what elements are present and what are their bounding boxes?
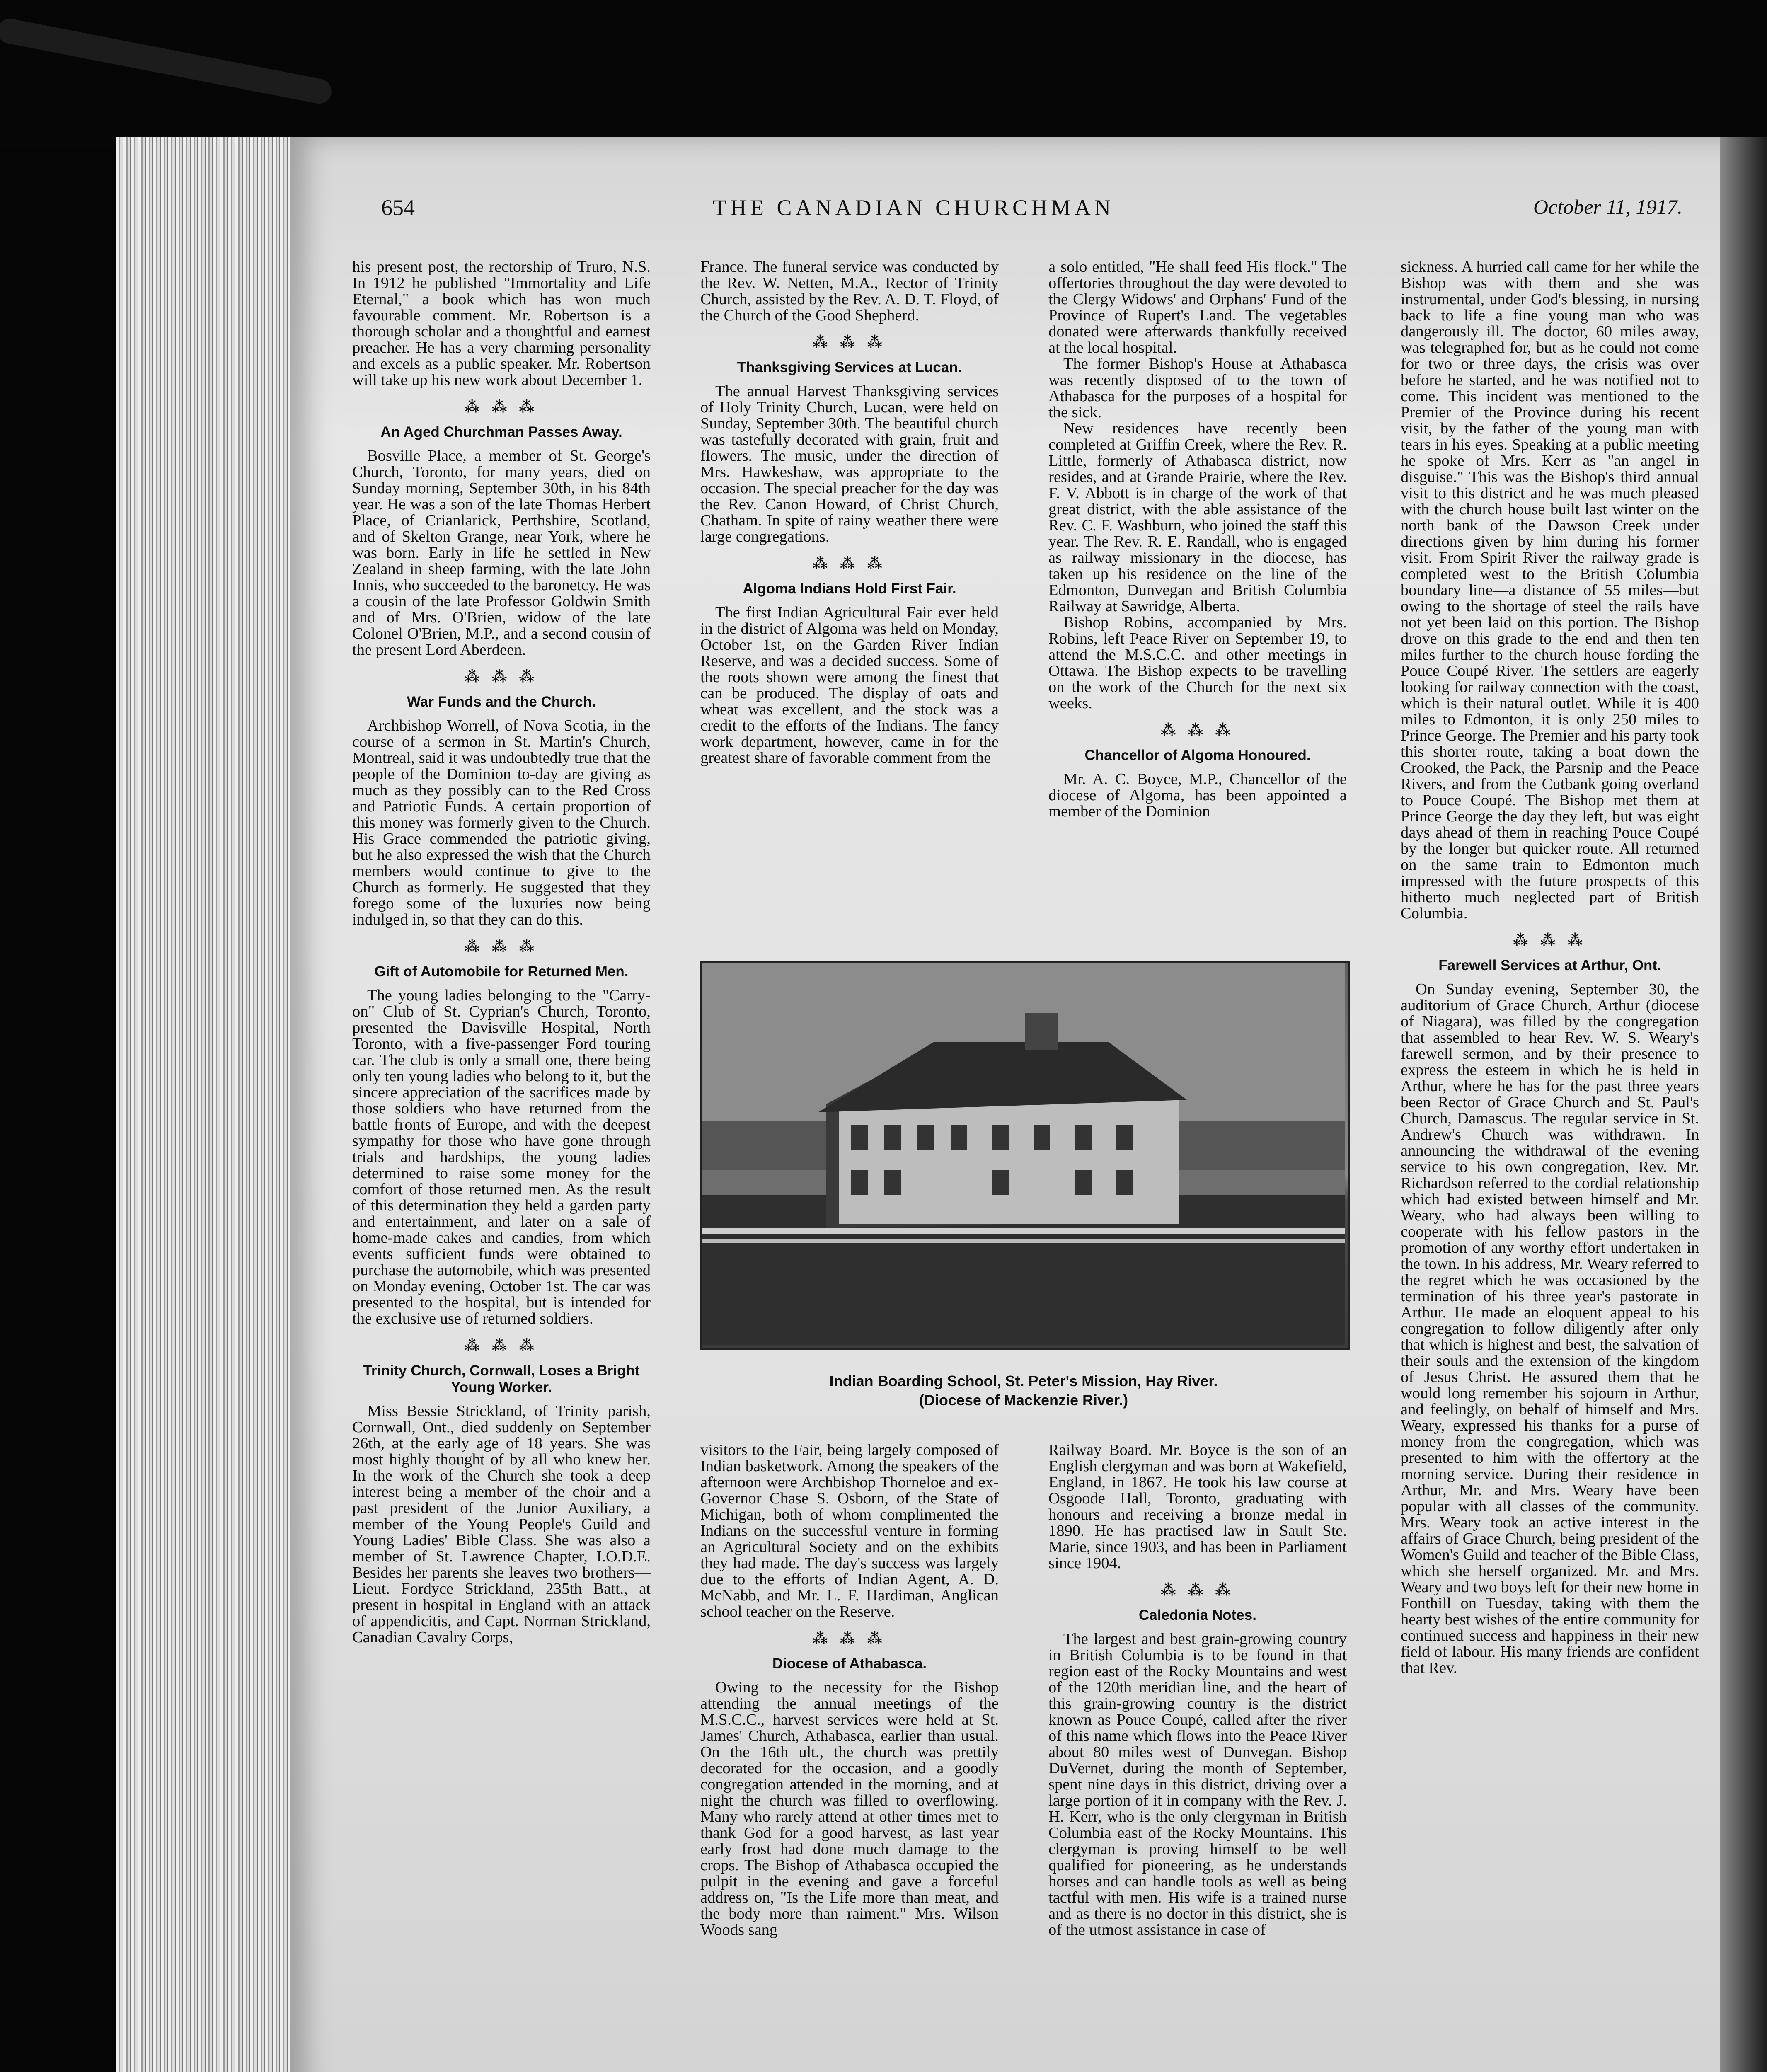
- article-heading: Diocese of Athabasca.: [772, 1656, 927, 1672]
- photo-caption-line: Indian Boarding School, St. Peter's Mission, Hay River.: [829, 1372, 1218, 1389]
- article-text: Bishop Robins, accompanied by Mrs. Robins, left Peace River on September 19, to attend the M.S.C.C. and other meetings in Ottawa. The Bishop expects to be travelling on the work of the Church for the next six weeks.: [1048, 614, 1347, 712]
- article-text: On Sunday evening, September 30, the auditorium of Grace Church, Arthur (diocese of Niagara), was filled by the congregation that assembled to hear Rev. W. S. Weary's farewell sermon, and by their presence to express the esteem in which he is held in Arthur, where he has for the past three years been Rector of Grace Church and St. Paul's Church, Damascus. The regular service in St. Andrew's Church was withdrawn. In announcing the withdrawal of the evening service to his own congregation, Rev. Mr. Richardson referred to the cordial relationship which had existed between himself and Mr. Weary, who had always been willing to cooperate with his fellow pastors in the promotion of any worthy effort undertaken in the town. In his address, Mr. Weary referred to the regret which he was occasioned by the termination of his three year's pastorate in Arthur. He made an eloquent appeal to his congregation to follow diligently after only that which is highest and best, the salvation of their souls and the extension of the kingdom of Jesus Christ. He assured them that he would long remember his sojourn in Arthur, and feelingly, on behalf of himself and Mrs. Weary, expressed his thanks for a purse of money from the congregation, which was presented to him with the offertory at the morning service. During their residence in Arthur, Mr. and Mrs. Weary have been popular with all classes of the community. Mrs. Weary took an active interest in the affairs of Grace Church, being president of the Women's Guild and teacher of the Bible Class, which she herself organized. Mr. and Mrs. Weary and two boys left for their new home in Fonthill on Tuesday, taking with them the hearty best wishes of the entire community for continued success and happiness in their new field of labour. His many friends are confident that Rev.: [1401, 980, 1699, 1677]
- article-heading: Thanksgiving Services at Lucan.: [737, 359, 962, 375]
- article-text: Mr. A. C. Boyce, M.P., Chancellor of the diocese of Algoma, has been appointed a member of the Dominion: [1048, 770, 1347, 820]
- section-ornament: ⁂ ⁂ ⁂: [1160, 1582, 1235, 1598]
- article-text: France. The funeral service was conducted by the Rev. W. Netten, M.A., Rector of Trinity Church, assisted by the Rev. A. D. T. Floyd, of the Church of the Good Shepherd.: [700, 258, 999, 324]
- issue-date: October 11, 1917.: [1533, 195, 1683, 218]
- publication-title: THE CANADIAN CHURCHMAN: [713, 195, 1115, 220]
- article-text: Miss Bessie Strickland, of Trinity parish, Cornwall, Ont., died suddenly on September 26th, at the early age of 18 years. She was most highly thought of by all who knew her. In the work of the Church she took a deep interest being a member of the choir and a past president of the Junior Auxiliary, a member of the Young People's Guild and Young Ladies' Bible Class. She was also a member of St. Lawrence Chapter, I.O.D.E. Besides her parents she leaves two brothers—Lieut. Fordyce Strickland, 235th Batt., at present in hospital in England with an attack of appendicitis, and Capt. Norman Strickland, Canadian Cavalry Corps,: [352, 1402, 651, 1646]
- section-ornament: ⁂ ⁂ ⁂: [464, 399, 539, 415]
- section-ornament: ⁂ ⁂ ⁂: [1160, 722, 1235, 738]
- article-text: The annual Harvest Thanksgiving services of Holy Trinity Church, Lucan, were held on Sunday, September 30th. The beautiful church was tastefully decorated with grain, fruit and flowers. The music, under the direction of Mrs. Hawkeshaw, was appropriate to the occasion. The special preacher for the day was the Rev. Canon Howard, of Christ Church, Chatham. In spite of rainy weather there were large congregations.: [700, 382, 999, 545]
- article-text: his present post, the rectorship of Truro, N.S. In 1912 he published "Immortality and Life Eternal," a book which has won much favourable comment. Mr. Robertson is a thorough scholar and a thoughtful and earnest preacher. He has a very charming personality and excels as a public speaker. Mr. Robertson will take up his new work about December 1.: [352, 258, 651, 389]
- section-ornament: ⁂ ⁂ ⁂: [812, 555, 887, 572]
- article-heading: Farewell Services at Arthur, Ont.: [1438, 957, 1661, 973]
- article-text: Bosville Place, a member of St. George's Church, Toronto, for many years, died on Sunday morning, September 30th, in his 84th year. He was a son of the late Thomas Herbert Place, of Crianlarick, Perthshire, Scotland, and of Skelton Grange, near York, where he was born. Early in life he settled in New Zealand in sheep farming, with the late John Innis, who succeeded to the baronetcy. He was a cousin of the late Professor Goldwin Smith and of Mrs. O'Brien, widow of the late Colonel O'Brien, M.P., and a second cousin of the present Lord Aberdeen.: [352, 447, 651, 658]
- photo-boarding-school: [700, 961, 1350, 1350]
- article-text: visitors to the Fair, being largely composed of Indian basketwork. Among the speakers of the afternoon were Archbishop Thorneloe and ex-Governor Chase S. Osborn, of the State of Michigan, both of whom complimented the Indians on the successful venture in forming an Agricultural Society and on the exhibits they had made. The day's success was largely due to the efforts of Indian Agent, A. D. McNabb, and Mr. L. F. Hardiman, Anglican school teacher on the Reserve.: [700, 1441, 999, 1620]
- article-text: sickness. A hurried call came for her while the Bishop was with them and she was instrumental, under God's blessing, in nursing back to life a fine young man who was dangerously ill. The doctor, 60 miles away, was telegraphed for, but as he could not come for two or three days, the crisis was over before he started, and he was notified not to come. This incident was mentioned to the Premier of the Province during his recent visit, by the father of the young man with tears in his eyes. Speaking at a public meeting he spoke of Mrs. Kerr as "an angel in disguise." This was the Bishop's third annual visit to this district and he was much pleased with the church house built last winter on the north bank of the Dawson Creek under directions given by him during his former visit. From Spirit River the railway grade is completed west to the British Columbia boundary line—a distance of 55 miles—but owing to the shortage of steel the rails have not yet been laid on this portion. The Bishop drove on this grade to the end and then ten miles further to the church house fording the Pouce Coupé River. The settlers are eagerly looking for railway connection with the coast, which is their natural outlet. While it is 400 miles to Edmonton, it is only 250 miles to Prince George. The Premier and his party took this shorter route, taking a boat down the Crooked, the Pack, the Parsnip and the Peace Rivers, and from the Cutbank going overland to Pouce Coupé. The Bishop met them at Prince George the day they left, but was eight days ahead of them in reaching Pouce Coupé by the longer but quicker route. All returned on the same train to Edmonton much impressed with the future prospects of this hitherto much neglected part of British Columbia.: [1401, 258, 1699, 922]
- section-ornament: ⁂ ⁂ ⁂: [464, 1337, 539, 1354]
- article-text: Owing to the necessity for the Bishop attending the annual meetings of the M.S.C.C., harvest services were held at St. James' Church, Athabasca, earlier than usual. On the 16th ult., the church was prettily decorated for the occasion, and a goodly congregation attended in the morning, and at night the church was filled to overflowing. Many who rarely attend at other times met to thank God for a good harvest, as last year early frost had done much damage to the crops. The Bishop of Athabasca occupied the pulpit in the evening and gave a forceful address on, "Is the Life more than meat, and the body more than raiment." Mrs. Wilson Woods sang: [700, 1679, 999, 1939]
- section-ornament: ⁂ ⁂ ⁂: [812, 1630, 887, 1647]
- column-3: [1048, 259, 1347, 820]
- column-1: [352, 259, 651, 1646]
- book-gutter-shadow: [1720, 137, 1767, 2072]
- article-heading: Gift of Automobile for Returned Men.: [374, 963, 629, 980]
- article-text: New residences have recently been completed at Griffin Creek, where the Rev. R. Little, formerly of Athabasca district, now resides, and at Grande Prairie, where the Rev. F. V. Abbott is in charge of the work of that great district, with the able assistance of the Rev. C. F. Washburn, who joined the staff this year. The Rev. R. E. Randall, who is engaged as railway missionary in the diocese, has taken up his residence on the line of the Edmonton, Dunvegan and British Columbia Railway at Sawridge, Alberta.: [1048, 420, 1347, 615]
- article-heading: Trinity Church, Cornwall, Loses a Bright Young Worker.: [363, 1363, 640, 1395]
- article-text: The young ladies belonging to the "Carry-on" Club of St. Cyprian's Church, Toronto, presented the Davisville Hospital, North Toronto, with a five-passenger Ford touring car. The club is only a small one, there being only ten young ladies who belong to it, but the sincere appreciation of the sacrifices made by those soldiers who have returned from the battle fronts of Europe, and with the deepest sympathy for those who have gone through trials and hardships, the young ladies determined to raise some money for the comfort of those returned men. As the result of this determination they held a garden party and entertainment, and later on a sale of home-made cakes and candies, from which events sufficient funds were obtained to purchase the automobile, which was presented on Monday evening, October 1st. The car was presented to the hospital, but is intended for the exclusive use of returned soldiers.: [352, 987, 651, 1327]
- section-ornament: ⁂ ⁂ ⁂: [464, 938, 539, 955]
- page-number: 654: [381, 195, 415, 220]
- article-text: The largest and best grain-growing country in British Columbia is to be found in that region east of the Rocky Mountains and west of the 120th meridian line, and the heart of this grain-growing country is the district known as Pouce Coupé, called after the river of this name which flows into the Peace River about 80 miles west of Dunvegan. Bishop DuVernet, during the month of September, spent nine days in this district, driving over a large portion of it in company with the Rev. J. H. Kerr, who is the only clergyman in British Columbia east of the Rocky Mountains. This clergyman is proving himself to be well qualified for pioneering, as he understands horses and can handle tools as well as being tactful with men. His wife is a trained nurse and as there is no doctor in this district, she is of the utmost assistance in case of: [1048, 1630, 1347, 1939]
- column-4: [1401, 259, 1699, 1676]
- article-text: Railway Board. Mr. Boyce is the son of an English clergyman and was born at Wakefield, England, in 1867. He took his law course at Osgoode Hall, Toronto, graduating with honours and receiving a bronze medal in 1890. He has practised law in Sault Ste. Marie, since 1903, and has been in Parliament since 1904.: [1048, 1441, 1347, 1572]
- section-ornament: ⁂ ⁂ ⁂: [464, 668, 539, 685]
- article-heading: An Aged Churchman Passes Away.: [380, 424, 622, 440]
- article-heading: Chancellor of Algoma Honoured.: [1084, 747, 1311, 763]
- section-ornament: ⁂ ⁂ ⁂: [812, 334, 887, 351]
- book-page-edges: [116, 137, 311, 2072]
- section-ornament: ⁂ ⁂ ⁂: [1513, 932, 1587, 949]
- school-building-image: [702, 963, 1345, 1345]
- article-text: The first Indian Agricultural Fair ever held in the district of Algoma was held on Monday, October 1st, on the Garden River Indian Reserve, and was a decided success. Some of the roots shown were among the finest that can be produced. The display of oats and wheat was excellent, and the stock was a credit to the efforts of the Indians. The fancy work department, however, came in for the greatest share of favorable comment from the: [700, 604, 999, 767]
- article-heading: Caledonia Notes.: [1139, 1607, 1256, 1623]
- column-3-continued: [1048, 1442, 1347, 1938]
- article-heading: War Funds and the Church.: [407, 694, 596, 710]
- article-text: a solo entitled, "He shall feed His flock." The offertories throughout the day were devoted to the Clergy Widows' and Orphans' Fund of the Province of Rupert's Land. The vegetables donated were afterwards thankfully received at the local hospital.: [1048, 258, 1347, 356]
- article-heading: Algoma Indians Hold First Fair.: [743, 581, 956, 597]
- article-text: Archbishop Worrell, of Nova Scotia, in the course of a sermon in St. Martin's Church, Montreal, said it was undoubtedly true that the people of the Dominion to-day are giving as much as they possibly can to the Red Cross and Patriotic Funds. A certain proportion of this money was formerly given to the Church. His Grace commended the patriotic giving, but he also expressed the wish that the Church members would continue to give to the Church as formerly. He suggested that they forego some of the luxuries now being indulged in, so that they can do this.: [352, 717, 651, 928]
- article-text: The former Bishop's House at Athabasca was recently disposed of to the town of Athabasca for the purposes of a hospital for the sick.: [1048, 355, 1347, 421]
- photo-caption-line: (Diocese of Mackenzie River.): [919, 1392, 1128, 1409]
- photo-caption: [700, 1372, 1347, 1410]
- column-2-continued: [700, 1442, 999, 1938]
- column-2: [700, 259, 999, 766]
